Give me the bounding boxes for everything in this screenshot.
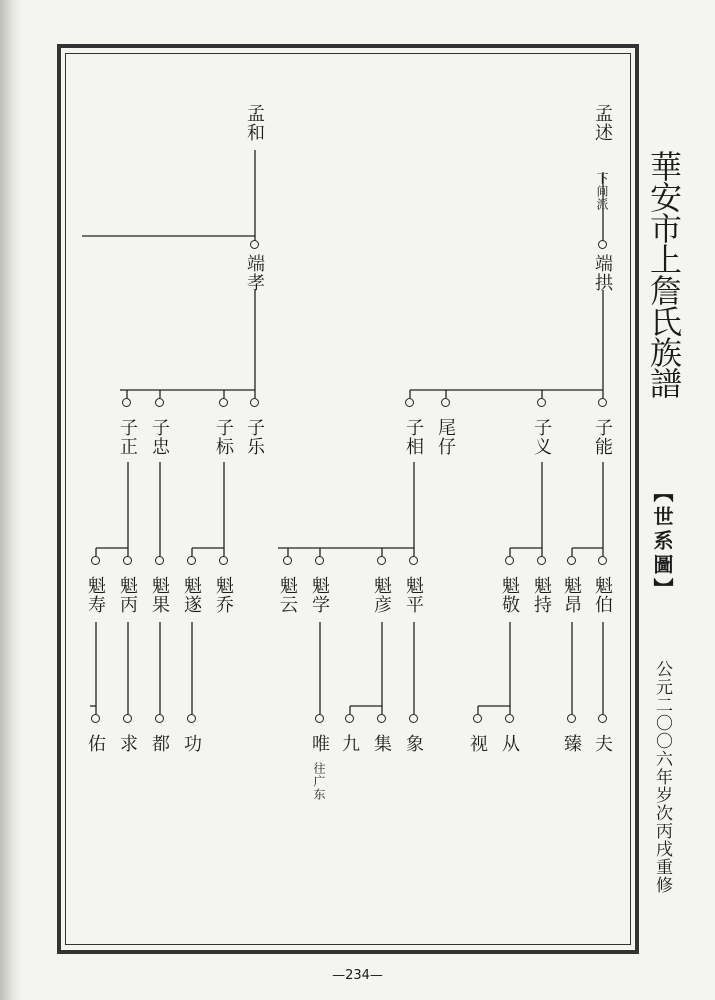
section-subtitle: 【世系圖】 [650,482,674,602]
person-kuiqiao: 魁乔 [213,576,234,614]
node-marker [123,556,132,565]
person-zineng: 子能 [592,418,613,456]
person-zhen: 臻 [561,734,582,753]
person-kuiyun: 魁云 [277,576,298,614]
node-marker [283,556,292,565]
person-zile: 子乐 [244,418,265,456]
node-marker [155,556,164,565]
node-marker [598,398,607,407]
node-marker [250,240,259,249]
person-zibiao: 子标 [213,418,234,456]
node-marker [409,714,418,723]
node-marker [441,398,450,407]
person-kuiguo: 魁果 [149,576,170,614]
person-kuisui: 魁遂 [181,576,202,614]
person-shi: 视 [467,734,488,753]
node-marker [409,556,418,565]
person-menghe: 孟和 [244,104,265,142]
person-ziyi: 子义 [531,418,552,456]
node-marker [315,556,324,565]
book-title: 華安市上詹氏族譜 [645,150,683,398]
node-marker [473,714,482,723]
branch-note-xiajianpai: 下间派 [595,172,609,211]
node-marker [187,714,196,723]
node-marker [123,714,132,723]
person-kuishou: 魁寿 [85,576,106,614]
person-duanxiao: 端孝 [244,254,265,292]
node-marker [315,714,324,723]
node-marker [91,556,100,565]
page-number: —234— [332,968,383,983]
node-marker [91,714,100,723]
person-weizi: 尾仔 [435,418,456,456]
node-marker [250,398,259,407]
person-kuichi: 魁持 [531,576,552,614]
node-marker [122,398,131,407]
person-ji: 集 [371,734,392,753]
node-marker [377,556,386,565]
person-kuixue: 魁学 [309,576,330,614]
person-mengshu: 孟述 [592,104,613,142]
person-zizheng: 子正 [117,418,138,456]
node-marker [187,556,196,565]
person-fu: 夫 [592,734,613,753]
node-marker [537,556,546,565]
node-marker [219,398,228,407]
person-cong: 从 [499,734,520,753]
node-marker [155,398,164,407]
person-wei: 唯 [309,734,330,753]
node-marker [537,398,546,407]
node-marker [155,714,164,723]
person-zixiang: 子相 [403,418,424,456]
node-marker [598,714,607,723]
person-kuiyan: 魁彦 [371,576,392,614]
node-marker [377,714,386,723]
person-du: 都 [149,734,170,753]
node-marker [598,240,607,249]
person-xiang: 象 [403,734,424,753]
person-kuibo: 魁伯 [592,576,613,614]
node-marker [505,714,514,723]
person-duangong: 端拱 [592,254,613,292]
node-marker [405,398,414,407]
node-marker [345,714,354,723]
person-kuibing: 魁丙 [117,576,138,614]
person-you: 佑 [85,734,106,753]
node-marker [219,556,228,565]
person-kuijing: 魁敬 [499,576,520,614]
node-marker [505,556,514,565]
person-kuiang: 魁昂 [561,576,582,614]
person-gong: 功 [181,734,202,753]
person-qiu: 求 [117,734,138,753]
person-note-wei: 往广东 [312,762,326,801]
revision-date-note: 公元二〇〇六年岁次丙戌重修 [652,660,672,894]
person-kuiping: 魁平 [403,576,424,614]
person-jiu: 九 [339,734,360,753]
node-marker [567,556,576,565]
node-marker [567,714,576,723]
person-zizhong: 子忠 [149,418,170,456]
node-marker [598,556,607,565]
